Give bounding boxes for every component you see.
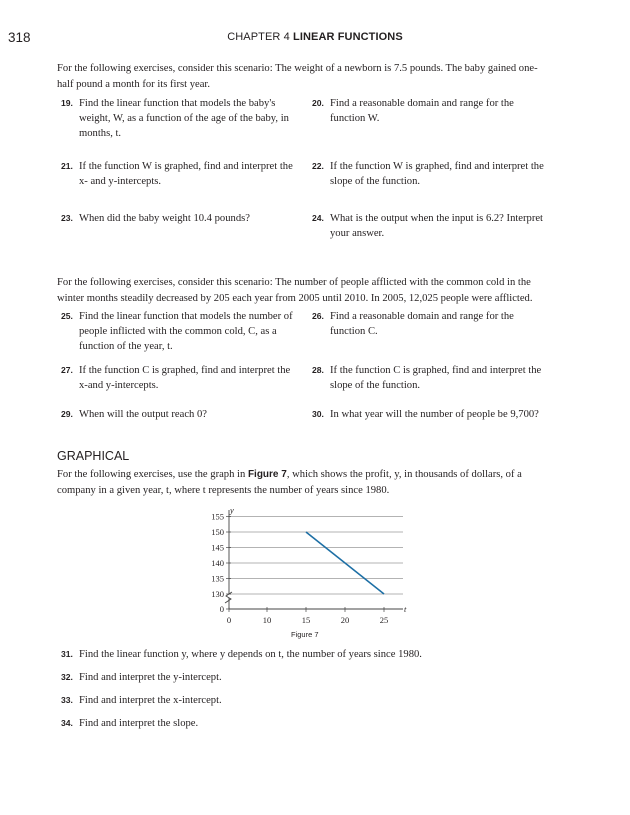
intro-part: For the following exercises, use the graph in: [57, 469, 248, 480]
exercise-text: If the function W is graphed, find and interpret the x- and y-intercepts.: [79, 161, 293, 187]
exercise-item: [312, 211, 547, 241]
exercise-item: [61, 407, 296, 422]
exercise-number: 19.: [61, 98, 73, 108]
exercise-item: [312, 309, 547, 339]
exercise-item: [312, 159, 547, 189]
exercise-item: [312, 407, 547, 422]
exercise-text: If the function C is graphed, find and interpret the x-and y-intercepts.: [79, 365, 291, 391]
exercise-item: [61, 670, 541, 685]
figure-reference: Figure 7: [247, 469, 287, 480]
exercise-number: 25.: [61, 311, 73, 321]
exercise-text: What is the output when the input is 6.2? Interpret your answer.: [330, 213, 544, 239]
x-tick-label: 20: [340, 615, 350, 625]
exercise-text: If the function C is graphed, find and interpret the slope of the function.: [330, 365, 542, 391]
exercise-item: [312, 363, 547, 393]
figure-caption: Figure 7: [291, 630, 319, 639]
y-axis-title: y: [230, 505, 234, 515]
y-tick-label: 150: [211, 527, 224, 537]
chapter-title: LINEAR FUNCTIONS: [293, 31, 403, 43]
y-tick-label: 0: [219, 604, 224, 614]
profit-line: [306, 532, 384, 594]
exercise-text: Find the linear function that models the number of people inflicted with the common cold, C, as a function of the year, t.: [79, 311, 293, 352]
x-tick-label: 25: [379, 615, 389, 625]
exercise-text: Find and interpret the x-intercept.: [79, 695, 222, 706]
exercise-text: When will the output reach 0?: [79, 409, 207, 420]
x-axis-title: t: [404, 604, 407, 614]
exercise-number: 32.: [61, 672, 73, 682]
y-tick-label: 130: [211, 589, 224, 599]
exercise-text: Find the linear function y, where y depends on t, the number of years since 1980.: [79, 649, 422, 660]
exercise-item: [61, 716, 541, 731]
running-header: [0, 31, 630, 43]
exercise-number: 23.: [61, 213, 73, 223]
exercise-number: 31.: [61, 649, 73, 659]
exercise-text: Find a reasonable domain and range for the function C.: [330, 311, 514, 337]
y-tick-label: 145: [211, 542, 224, 553]
exercise-number: 24.: [312, 213, 324, 223]
exercise-item: [61, 693, 541, 708]
exercise-number: 26.: [312, 311, 324, 321]
chapter-label: CHAPTER 4: [227, 31, 290, 43]
exercise-item: [61, 211, 296, 226]
y-tick-label: 155: [211, 511, 224, 522]
exercise-number: 20.: [312, 98, 324, 108]
x-tick-label: 15: [301, 615, 311, 625]
exercise-number: 28.: [312, 365, 324, 375]
exercise-text: Find the linear function that models the baby's weight, W, as a function of the age of the baby, in months, t.: [79, 98, 289, 139]
y-tick-label: 140: [211, 558, 224, 568]
page-number: 318: [8, 30, 31, 45]
exercise-text: Find a reasonable domain and range for the function W.: [330, 98, 514, 124]
exercise-number: 22.: [312, 161, 324, 171]
exercise-text: Find and interpret the slope.: [79, 718, 199, 729]
exercise-text: When did the baby weight 10.4 pounds?: [79, 213, 250, 224]
x-tick-label: 10: [262, 615, 272, 625]
exercise-text: In what year will the number of people be 9,700?: [330, 409, 539, 420]
exercise-item: [312, 96, 547, 126]
axis-break-mark: [225, 592, 232, 603]
graph-intro-text: [57, 467, 547, 498]
exercise-number: 34.: [61, 718, 73, 728]
exercise-item: [61, 96, 296, 141]
intro-part: , which shows the profit, y, in thousands of dollars, of a company in a given year, t, where t represents the number of years since 1980.: [57, 469, 522, 496]
exercise-text: If the function W is graphed, find and interpret the slope of the function.: [330, 161, 544, 187]
exercise-number: 33.: [61, 695, 73, 705]
exercise-number: 30.: [312, 409, 324, 419]
scenario-text: For the following exercises, consider this scenario: The number of people afflicted with the common cold in the winter months steadily decreased by 205 each year from 2005 until 2010. In 2005, 12,025 people were afflicted.: [57, 277, 533, 304]
exercise-text: Find and interpret the y-intercept.: [79, 672, 222, 683]
section-heading: GRAPHICAL: [57, 449, 130, 463]
exercise-number: 21.: [61, 161, 73, 171]
exercise-number: 29.: [61, 409, 73, 419]
exercise-number: 27.: [61, 365, 73, 375]
x-tick-label: 0: [226, 615, 232, 625]
exercise-item: [61, 309, 296, 354]
scenario-text: For the following exercises, consider this scenario: The weight of a newborn is 7.5 pounds. The baby gained one-half pound a month for its first year.: [57, 63, 538, 90]
exercise-item: [61, 647, 541, 662]
exercise-item: [61, 159, 296, 189]
y-tick-label: 135: [211, 573, 224, 584]
exercise-item: [61, 363, 296, 393]
